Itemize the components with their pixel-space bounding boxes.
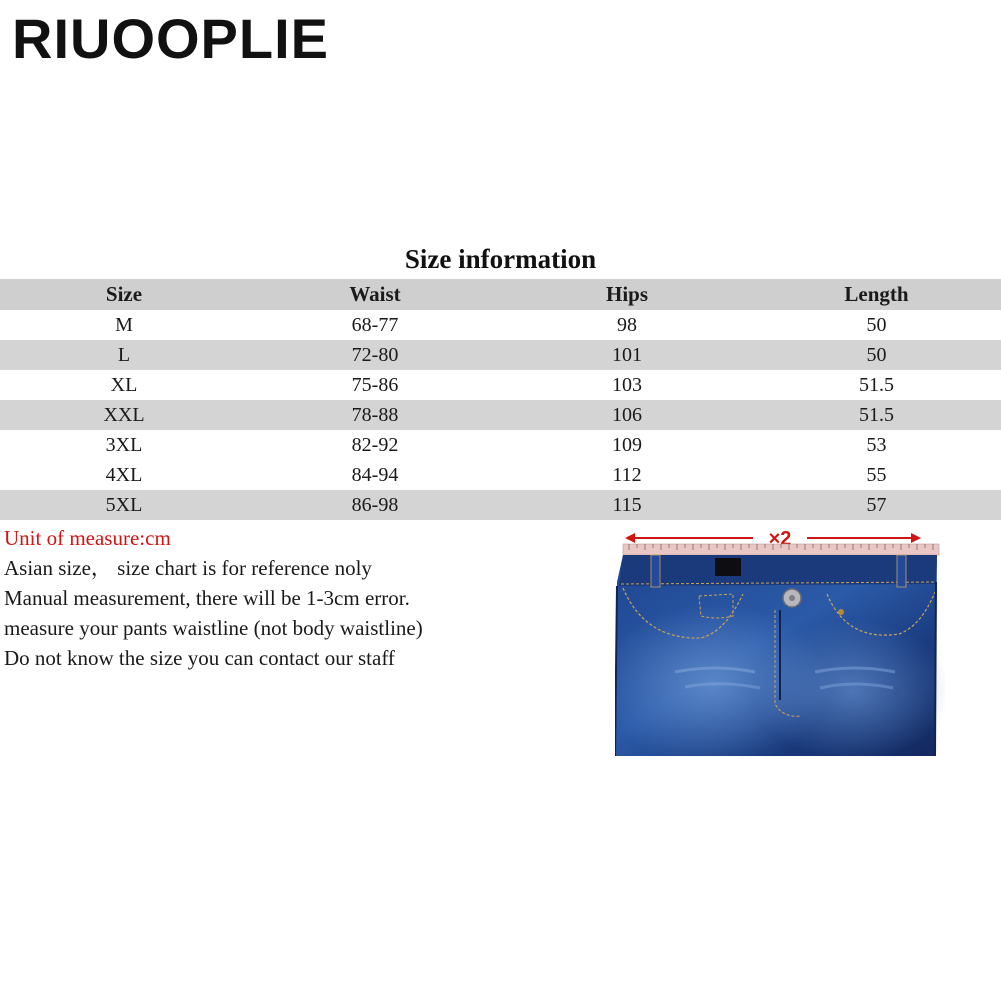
unit-note: Unit of measure:cm [4,526,171,550]
header-hips: Hips [605,282,649,306]
cell-size: XXL [103,403,145,426]
table-title: Size information [404,244,597,274]
cell-hips: 112 [612,463,642,486]
cell-hips: 115 [612,493,642,516]
jeans-icon [615,522,945,756]
header-length: Length [844,282,909,306]
size-table [0,279,1001,520]
cell-size: XL [110,373,138,396]
brand-title: RIUOOPLIE [12,7,330,70]
cell-length: 50 [866,313,887,336]
size-notes [4,523,423,673]
cell-waist: 78-88 [351,403,399,426]
header-size: Size [105,282,143,306]
cell-size: M [115,313,133,336]
table-row [0,430,1001,460]
note-line: Manual measurement, there will be 1-3cm error. [4,586,410,610]
cell-waist: 68-77 [351,313,399,336]
table-header-row [0,279,1001,310]
cell-hips: 109 [612,433,642,456]
cell-waist: 82-92 [351,433,399,456]
table-row [0,400,1001,430]
cell-length: 53 [866,433,887,456]
cell-length: 55 [866,463,887,486]
cell-waist: 86-98 [351,493,399,516]
cell-size: L [117,343,131,366]
note-line: measure your pants waistline (not body waistline) [4,616,423,640]
cell-hips: 101 [612,343,642,366]
cell-length: 50 [866,343,887,366]
cell-size: 5XL [105,493,143,516]
cell-hips: 103 [612,373,642,396]
cell-length: 51.5 [859,373,894,396]
cell-hips: 98 [617,313,637,336]
table-row [0,370,1001,400]
note-line: Asian size， size chart is for reference noly [4,556,372,580]
cell-waist: 75-86 [351,373,399,396]
cell-length: 57 [866,493,887,516]
cell-length: 51.5 [859,403,894,426]
cell-hips: 106 [612,403,642,426]
cell-size: 4XL [105,463,143,486]
table-row [0,460,1001,490]
table-row [0,340,1001,370]
header-waist: Waist [349,282,401,306]
table-row [0,490,1001,520]
cell-waist: 84-94 [351,463,399,486]
cell-waist: 72-80 [351,343,399,366]
table-row [0,310,1001,340]
cell-size: 3XL [105,433,143,456]
jeans-waist-measurement-photo [615,522,945,756]
note-line: Do not know the size you can contact our staff [4,646,395,670]
